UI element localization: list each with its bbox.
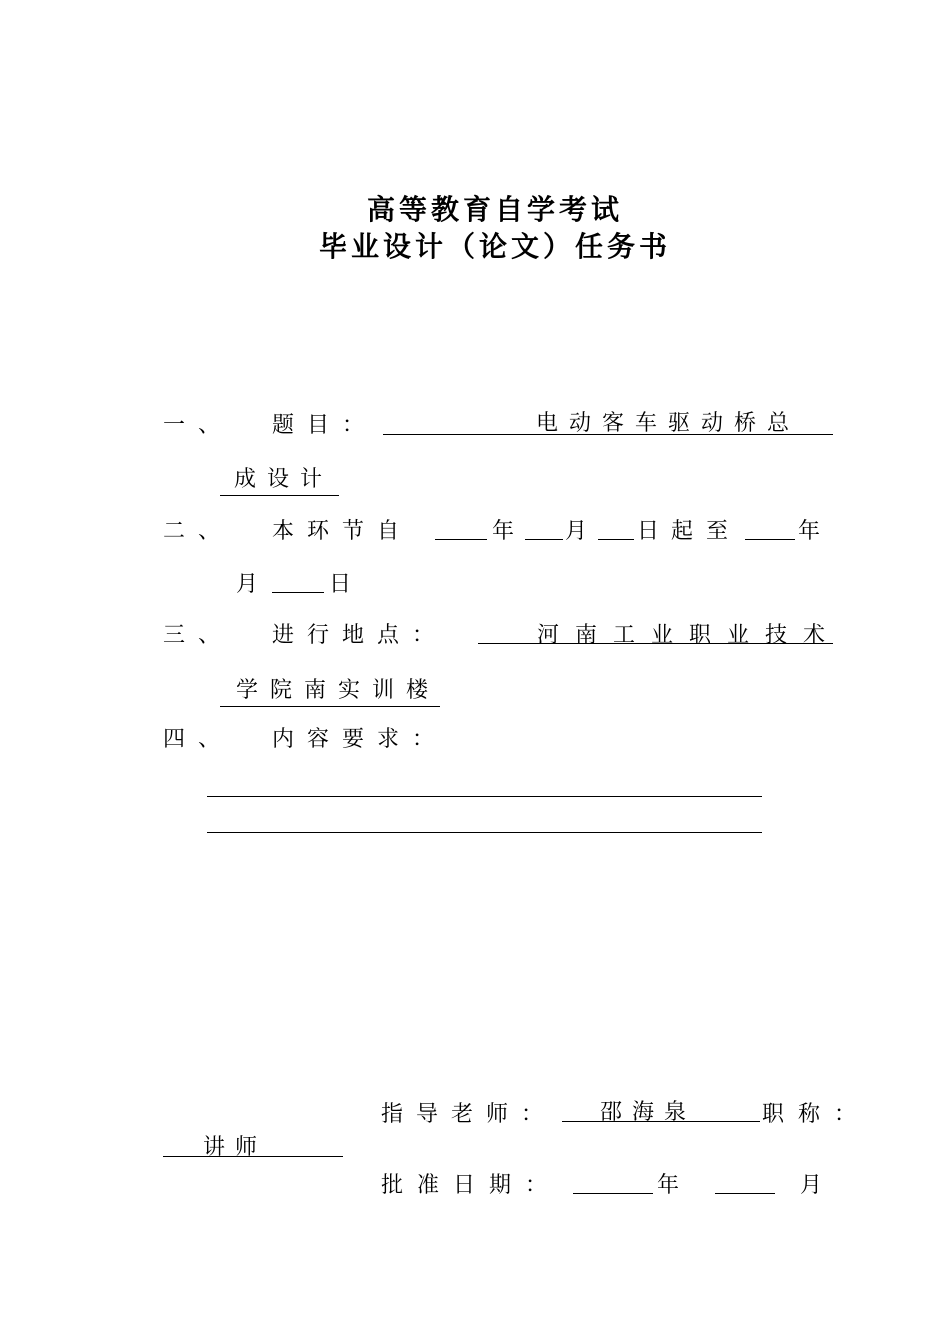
- period-day: 日: [637, 519, 673, 544]
- period-year-blank: [435, 539, 487, 540]
- item-number-3: 三、: [163, 623, 234, 648]
- requirements-label: 内容要求：: [272, 727, 448, 752]
- item-number-2: 二、: [163, 519, 234, 544]
- title-value: 讲师: [203, 1135, 268, 1160]
- topic-value-line2: 成设计: [220, 462, 339, 496]
- approval-month: 月: [800, 1173, 836, 1198]
- period-month: 月: [565, 519, 601, 544]
- period-label: 本环节自: [272, 519, 413, 544]
- period-year: 年: [492, 519, 528, 544]
- period-year2-blank: [745, 539, 795, 540]
- requirements-blank-line-1: [207, 796, 762, 797]
- period-month2: 月: [236, 572, 272, 597]
- advisor-name: 邵海泉: [600, 1100, 697, 1125]
- topic-value-line1: 电动客车驱动桥总: [536, 411, 801, 436]
- item-number-4: 四、: [163, 727, 234, 752]
- advisor-label: 指导老师：: [381, 1102, 557, 1127]
- document-title-line2: 毕业设计（论文）任务书: [318, 230, 671, 263]
- period-day2: 日: [329, 572, 365, 597]
- approval-month-blank: [715, 1193, 775, 1194]
- period-day-blank: [598, 539, 634, 540]
- location-value-line2: 学院南实训楼: [220, 673, 440, 707]
- item-number-1: 一、: [163, 413, 234, 438]
- period-day2-blank: [272, 592, 324, 593]
- period-month-blank: [525, 539, 563, 540]
- approval-year: 年: [657, 1173, 693, 1198]
- topic-label: 题目：: [272, 413, 378, 438]
- requirements-blank-line-2: [207, 832, 762, 833]
- approval-label: 批准日期：: [381, 1173, 562, 1198]
- document-title-line1: 高等教育自学考试: [366, 193, 623, 226]
- approval-year-blank: [573, 1193, 653, 1194]
- title-label: 职称：: [762, 1102, 871, 1127]
- location-label: 进行地点：: [272, 623, 448, 648]
- period-until: 起至: [671, 519, 742, 544]
- period-year2: 年: [798, 519, 834, 544]
- location-value-line1: 河南工业职业技术: [537, 623, 842, 648]
